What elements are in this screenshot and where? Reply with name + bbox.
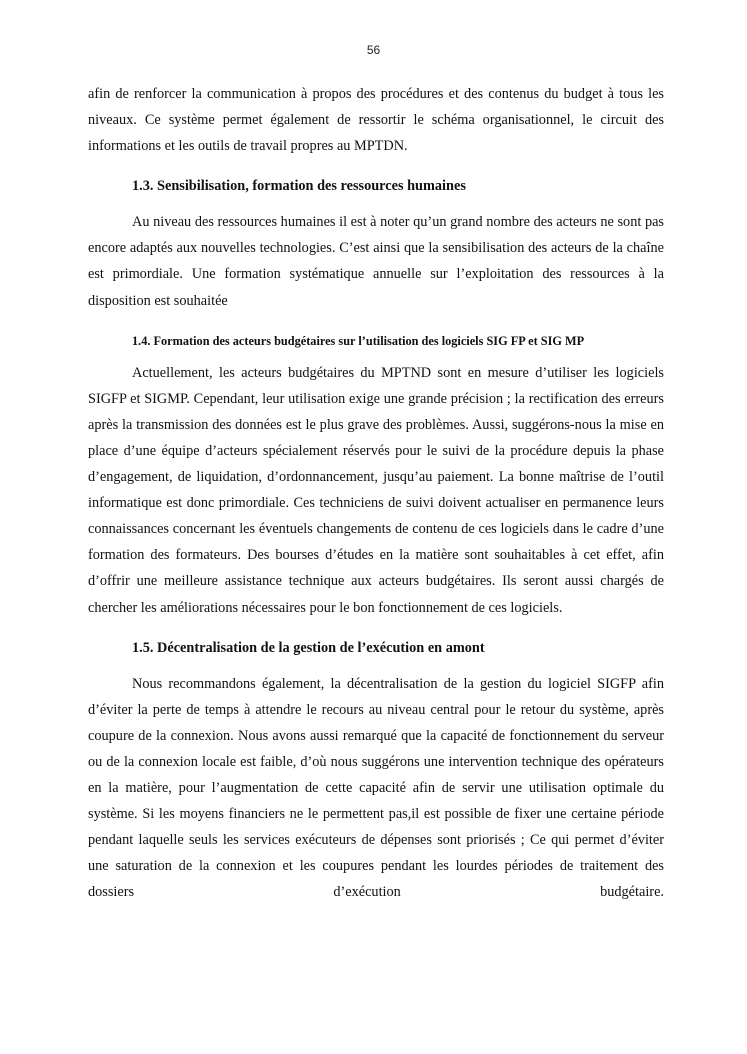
section-1-4-heading: 1.4. Formation des acteurs budgétaires sur l’utilisation des logiciels SIG FP et SIG MP [132, 333, 585, 348]
page-content [88, 81, 664, 905]
section-1-5-paragraph: Nous recommandons également, la décentralisation de la gestion du logiciel SIGFP afin d’éviter la perte de temps à attendre le recours au niveau central pour le retour du système, après coupure de la connexion. Nous avons aussi remarqué que la capacité de fonctionnement du serveur ou de la connexion locale est faible, d’où nous suggérons une intervention technique des opérateurs en la matière, pour l’augmentation de cette capacité afin de servir une utilisation optimale du système. Si les moyens financiers ne le permettent pas,il est possible de fixer une certaine période pendant laquelle seuls les services exécuteurs de dépenses sont priorisés ; Ce qui permet d’éviter une saturation de la connexion et les coupures pendant les lourdes périodes de traitement des dossiers d’exécution budgétaire. [88, 675, 664, 901]
section-1-5-heading: 1.5. Décentralisation de la gestion de l’exécution en amont [132, 639, 485, 656]
section-1-3-heading: 1.3. Sensibilisation, formation des ressources humaines [132, 178, 466, 195]
section-1-3-paragraph: Au niveau des ressources humaines il est à noter qu’un grand nombre des acteurs ne sont pas encore adaptés aux nouvelles technologies. C’est ainsi que la sensibilisation des acteurs de la chaîne est primordiale. Une formation systématique annuelle sur l’exploitation des ressources à la disposition est souhaitée [88, 214, 664, 309]
intro-paragraph: afin de renforcer la communication à propos des procédures et des contenus du budget à tous les niveaux. Ce système permet également de ressortir le schéma organisationnel, le circuit des informations et les outils de travail propres au MPTDN. [88, 86, 664, 155]
section-1-4-paragraph: Actuellement, les acteurs budgétaires du MPTND sont en mesure d’utiliser les logiciels SIGFP et SIGMP. Cependant, leur utilisation exige une grande précision ; la rectification des erreurs après la transmission des données est le plus grave des problèmes. Aussi, suggérons-nous la mise en place d’une équipe d’acteurs spécialement réservés pour le suivi de la procédure depuis la phase d’engagement, de liquidation, d’ordonnancement, jusqu’au paiement. La bonne maîtrise de l’outil informatique est donc primordiale. Ces techniciens de suivi doivent actualiser en permanence leurs connaissances concernant les éventuels changements de contenu de ces logiciels dans le cadre d’une formation des formateurs. Des bourses d’études en la matière sont souhaitables à cet effet, afin d’offrir une meilleure assistance technique aux acteurs budgétaires. Ils seront aussi chargés de chercher les améliorations nécessaires pour le bon fonctionnement de ces logiciels. [88, 364, 664, 616]
page-number: 56 [366, 43, 381, 57]
